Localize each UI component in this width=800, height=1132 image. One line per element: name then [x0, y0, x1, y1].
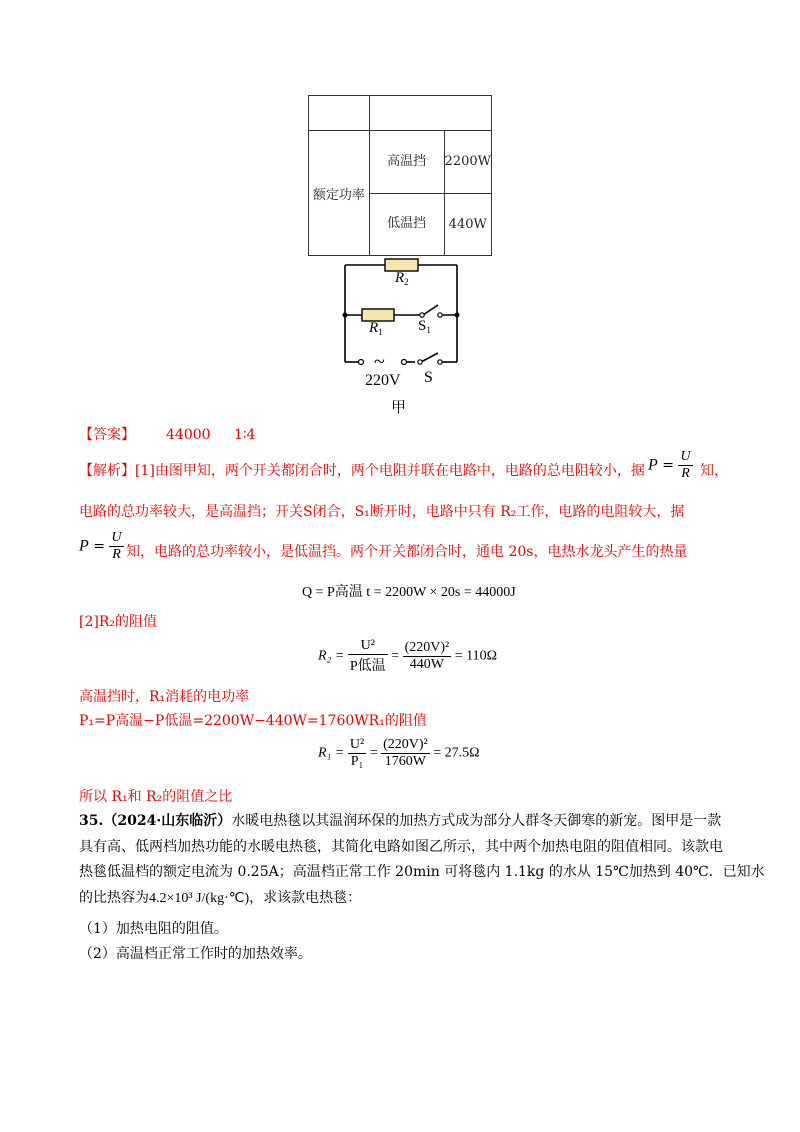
high-gear-label: 高温挡 [369, 131, 444, 193]
analysis-line-2: 电路的总功率较大，是高温挡；开关S闭合，S₁断开时，电路中只有 R₂工作，电路的电阻较大，据 [79, 504, 685, 520]
table-cell-empty [369, 96, 491, 131]
figure-caption: 甲 [391, 398, 407, 416]
analysis-label: 【解析】 [79, 463, 135, 479]
voltage-label: 220V [365, 372, 401, 389]
rated-power-table [308, 95, 492, 256]
question-line-4: 的比热容为4.2×10³ J/(kg·℃)，求该款电热毯： [79, 890, 362, 906]
power-terminal-icon [359, 360, 364, 365]
ac-tilde-icon: ~ [374, 351, 385, 373]
equation-r1: R₁ = $\frac{\text{U²}}{\text{P₁}}$ = $\frac{\text{(220V)²}}{1760W}$ = 27.5Ω [318, 737, 480, 769]
high-gear-value: 2200W [444, 131, 491, 193]
question-number: 35. [79, 813, 104, 829]
equation-heat: Q = P高温 t = 2200W × 20s = 44000J [302, 585, 516, 600]
analysis-line-6: P₁=P高温−P低温=2200W−440W=1760WR₁的阻值 [79, 713, 427, 729]
power-formula-2: P = $\frac{U}{R}$ [79, 530, 122, 562]
s1-label: $S_1$ [418, 318, 431, 335]
analysis-line-1: 【解析】[1]由图甲知，两个开关都闭合时，两个电阻并联在电路中，电路的总电阻较小，据 [79, 463, 645, 479]
analysis-line-1-end: 知， [700, 463, 728, 479]
analysis-line-7: 所以 R₁和 R₂的阻值之比 [79, 789, 233, 805]
low-gear-value: 440W [444, 193, 491, 255]
low-gear-label: 低温挡 [369, 193, 444, 255]
analysis-line-3: 知，电路的总功率较小，是低温挡。两个开关都闭合时，通电 20s，电热水龙头产生的热量 [126, 544, 688, 560]
question-item-1: （1）加热电阻的阻值。 [79, 921, 228, 937]
question-source: （2024·山东临沂） [103, 813, 232, 829]
question-item-2: （2）高温档正常工作时的加热效率。 [79, 946, 312, 962]
equation-r2: R₂ = $\frac{\text{U²}}{\text{P低温}}$ = $\frac{\text{(220V)²}}{440W}$ = 110Ω [318, 638, 497, 674]
question-line-2: 具有高、低两档加热功能的水暖电热毯，其简化电路如图乙所示，其中两个加热电阻的阻值相同。该款电 [79, 839, 723, 855]
question-line-1: 35.（2024·山东临沂）水暖电热毯以其温润环保的加热方式成为部分人群冬天御寒的新宠。图甲是一款 [79, 813, 722, 829]
answer-label: 【答案】 [79, 427, 135, 443]
rated-power-label: 额定功率 [309, 131, 370, 256]
switch-s-icon [418, 360, 422, 364]
analysis-line-5: 高温挡时，R₁消耗的电功率 [79, 689, 250, 705]
table-cell-empty [309, 96, 370, 131]
power-formula-1: P = $\frac{U}{R}$ [648, 449, 691, 481]
answer-value-2: 1∶4 [234, 427, 256, 443]
r2-label: $R_2$ [395, 270, 409, 287]
question-line-3: 热毯低温档的额定电流为 0.25A；高温档正常工作 20min 可将毯内 1.1kg 的水从 15℃加热到 40℃．已知水 [79, 864, 765, 880]
switch-s1-icon [420, 313, 424, 317]
switch-s-label: S [424, 369, 433, 386]
analysis-line-4: [2]R₂的阻值 [79, 614, 157, 630]
answer-value-1: 44000 [166, 427, 211, 443]
r1-label: $R_1$ [369, 320, 383, 337]
